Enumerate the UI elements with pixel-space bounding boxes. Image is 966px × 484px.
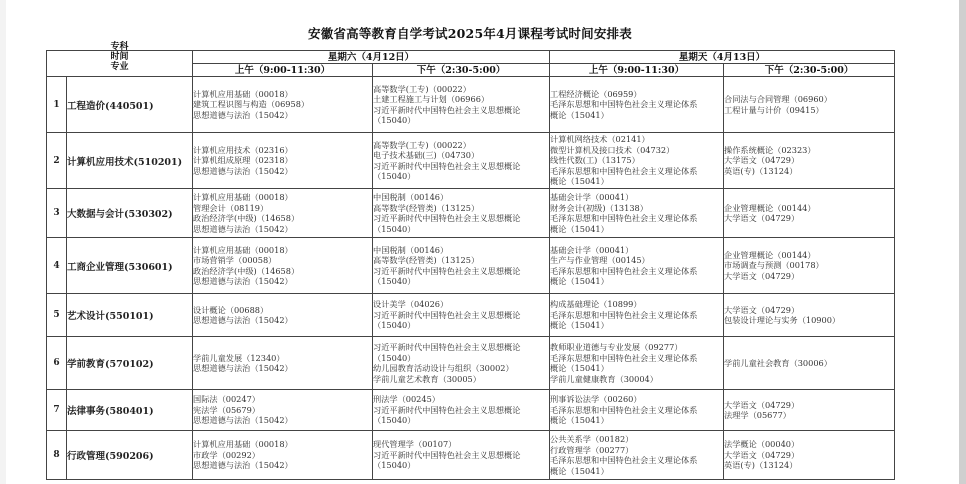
exam-cell-sun-morning (550, 77, 724, 133)
exam-cell-sat-morning (193, 337, 373, 390)
exam-cell-sat-afternoon (373, 294, 550, 337)
course-line: 线性代数(工)（13175） (550, 155, 640, 166)
course-line: 概论（15041） (550, 276, 609, 286)
row-number: 4 (47, 238, 67, 294)
course-line: 高等数学(经管类)（13125） (373, 255, 480, 265)
course-line: 教师职业道德与专业发展（09277） (550, 342, 683, 352)
row-number: 6 (47, 337, 67, 390)
course-line: （15040） (373, 352, 416, 363)
exam-cell-sun-afternoon (724, 431, 895, 480)
course-line: 设计概论（00688） (193, 304, 269, 315)
exam-cell-sat-morning (193, 133, 373, 189)
course-line: 企业管理概论（00144） (724, 202, 816, 213)
course-line: 思想道德与法治（15042） (193, 276, 293, 286)
course-line: 合同法与合同管理（06960） (724, 94, 832, 104)
major-name: 行政管理(590206) (67, 431, 193, 480)
table-row (47, 431, 895, 480)
exam-cell-sun-morning (550, 390, 724, 431)
course-line: 毛泽东思想和中国特色社会主义理论体系 (550, 352, 698, 363)
course-line: （15040） (373, 415, 416, 426)
slot-sat-morning: 上午（9:00-11:30） (193, 64, 373, 77)
exam-cell-sat-morning (193, 238, 373, 294)
course-line: 计算机应用基础（00018） (193, 192, 293, 202)
row-number: 1 (47, 77, 67, 133)
exam-cell-sat-afternoon (373, 390, 550, 431)
exam-cell-sat-morning (193, 189, 373, 238)
exam-cell-sat-afternoon (373, 431, 550, 480)
slot-sun-afternoon: 下午（2:30-5:00） (724, 64, 895, 77)
course-line: 刑法学（00245） (373, 394, 440, 405)
course-line: 大学语文（04729） (724, 304, 800, 315)
course-line: 企业管理概论（00144） (724, 249, 816, 260)
course-line: 市场调查与预测（00178） (724, 260, 824, 271)
course-line: 管理会计（08119） (193, 202, 269, 213)
major-name: 大数据与会计(530302) (67, 189, 193, 238)
exam-cell-sat-morning (193, 390, 373, 431)
course-line: 土建工程施工与计划（06966） (373, 94, 490, 104)
course-line: 工程经济概论（06959） (550, 88, 642, 99)
major-name: 工商企业管理(530601) (67, 238, 193, 294)
course-line: 公共关系学（00182） (550, 434, 634, 444)
course-line: 毛泽东思想和中国特色社会主义理论体系 (550, 265, 698, 276)
exam-cell-sun-afternoon (724, 294, 895, 337)
major-name: 工程造价(440501) (67, 77, 193, 133)
course-line: 思想道德与法治（15042） (193, 460, 293, 471)
exam-cell-sun-morning (550, 238, 724, 294)
course-line: 宪法学（05679） (193, 404, 260, 415)
course-line: 学前儿童健康教育（30004） (550, 373, 658, 384)
course-line: 概论（15041） (550, 363, 609, 373)
course-line: 思想道德与法治（15042） (193, 223, 293, 234)
course-line: 概论（15041） (550, 465, 609, 476)
course-line: 操作系统概论（02323） (724, 144, 816, 155)
slot-sat-afternoon: 下午（2:30-5:00） (373, 64, 550, 77)
course-line: （15040） (373, 320, 416, 331)
course-line: 计算机网络技术（02141） (550, 134, 650, 145)
major-name: 法律事务(580401) (67, 390, 193, 431)
course-line: 毛泽东思想和中国特色社会主义理论体系 (550, 213, 698, 223)
exam-cell-sat-morning (193, 77, 373, 133)
document-page (46, 0, 894, 484)
row-number: 2 (47, 133, 67, 189)
course-line: 学前儿童艺术教育（30005） (373, 373, 481, 384)
course-line: 思想道德与法治（15042） (193, 363, 293, 373)
exam-cell-sat-afternoon (373, 238, 550, 294)
course-line: 幼儿园教育活动设计与组织（30002） (373, 363, 514, 373)
course-line: 思想道德与法治（15042） (193, 109, 293, 120)
course-line: 现代管理学（00107） (373, 439, 457, 450)
course-line: 习近平新时代中国特色社会主义思想概论 (373, 265, 521, 276)
course-line: （15040） (373, 223, 416, 234)
course-line: 高等数学(工专)（00022） (373, 139, 471, 150)
exam-cell-sat-morning (193, 431, 373, 480)
course-line: 法学概论（00040） (724, 439, 800, 450)
table-row (47, 189, 895, 238)
course-line: 学前儿童发展（12340） (193, 352, 285, 363)
course-line: 市政学（00292） (193, 449, 260, 460)
course-line: 概论（15041） (550, 109, 609, 120)
course-line: （15040） (373, 115, 416, 125)
course-line: （15040） (373, 460, 416, 471)
course-line: 毛泽东思想和中国特色社会主义理论体系 (550, 455, 698, 465)
course-line: 学前儿童社会教育（30006） (724, 357, 832, 368)
course-line: 英语(专)（13124） (724, 460, 798, 471)
exam-cell-sat-afternoon (373, 133, 550, 189)
table-row (47, 390, 895, 431)
exam-cell-sun-afternoon (724, 238, 895, 294)
course-line: （15040） (373, 171, 416, 181)
course-line: 习近平新时代中国特色社会主义思想概论 (373, 449, 521, 460)
exam-cell-sun-afternoon (724, 133, 895, 189)
exam-cell-sun-afternoon (724, 77, 895, 133)
course-line: 高等数学(经管类)（13125） (373, 202, 480, 213)
course-line: 习近平新时代中国特色社会主义思想概论 (373, 342, 521, 352)
left-gutter (0, 0, 6, 484)
course-line: 国际法（00247） (193, 394, 260, 405)
course-line: 习近平新时代中国特色社会主义思想概论 (373, 404, 521, 415)
course-line: 市场营销学（00058） (193, 255, 277, 265)
course-line: 工程计量与计价（09415） (724, 104, 824, 115)
schedule-body (47, 77, 895, 480)
exam-cell-sun-morning (550, 133, 724, 189)
row-number: 3 (47, 189, 67, 238)
course-line: 概论（15041） (550, 320, 609, 331)
course-line: 计算机应用技术（02316） (193, 144, 293, 155)
course-line: 毛泽东思想和中国特色社会主义理论体系 (550, 165, 698, 176)
course-line: 微型计算机及接口技术（04732） (550, 144, 675, 155)
exam-cell-sun-morning (550, 337, 724, 390)
course-line: 概论（15041） (550, 223, 609, 234)
course-line: 财务会计(初级)（13138） (550, 202, 648, 213)
course-line: （15040） (373, 276, 416, 286)
course-line: 政治经济学(中级)（14658） (193, 213, 300, 223)
exam-cell-sat-afternoon (373, 189, 550, 238)
page-title: 安徽省高等教育自学考试2025年4月课程考试时间安排表 (308, 26, 632, 41)
course-line: 电子技术基础(三)（04730） (373, 150, 480, 160)
course-line: 概论（15041） (550, 415, 609, 426)
course-line: 中国税制（00146） (373, 192, 449, 202)
course-line: 习近平新时代中国特色社会主义思想概论 (373, 104, 521, 115)
schedule-table (46, 41, 895, 480)
table-row (47, 337, 895, 390)
course-line: 毛泽东思想和中国特色社会主义理论体系 (550, 99, 698, 110)
course-line: 习近平新时代中国特色社会主义思想概论 (373, 309, 521, 320)
exam-cell-sat-afternoon (373, 337, 550, 390)
table-row (47, 77, 895, 133)
course-line: 刑事诉讼法学（00260） (550, 394, 642, 405)
course-line: 高等数学(工专)（00022） (373, 83, 471, 94)
course-line: 大学语文（04729） (724, 399, 800, 410)
course-line: 毛泽东思想和中国特色社会主义理论体系 (550, 309, 698, 320)
course-line: 计算机应用基础（00018） (193, 244, 293, 255)
course-line: 大学语文（04729） (724, 155, 800, 166)
course-line: 建筑工程识图与构造（06958） (193, 99, 310, 110)
course-line: 大学语文（04729） (724, 270, 800, 281)
course-line: 政治经济学(中级)（14658） (193, 265, 300, 276)
course-line: 习近平新时代中国特色社会主义思想概论 (373, 213, 521, 223)
table-row (47, 238, 895, 294)
table-row (47, 294, 895, 337)
course-line: 包装设计理论与实务（10900） (724, 315, 841, 325)
exam-cell-sun-morning (550, 431, 724, 480)
exam-cell-sun-morning (550, 294, 724, 337)
corner-level: 专科 (110, 41, 129, 52)
row-number: 5 (47, 294, 67, 337)
exam-cell-sun-afternoon (724, 337, 895, 390)
course-line: 大学语文（04729） (724, 449, 800, 460)
scrollbar[interactable] (959, 0, 966, 484)
course-line: 构成基础理论（10899） (550, 299, 642, 310)
corner-major: 专业 (110, 61, 129, 72)
course-line: 设计美学（04026） (373, 299, 449, 310)
course-line: 计算机应用基础（00018） (193, 88, 293, 99)
course-line: 计算机组成原理（02318） (193, 155, 293, 166)
table-row (47, 133, 895, 189)
course-line: 思想道德与法治（15042） (193, 165, 293, 176)
exam-cell-sun-afternoon (724, 390, 895, 431)
course-line: 思想道德与法治（15042） (193, 315, 293, 325)
corner-header (47, 41, 193, 77)
course-line: 法理学（05677） (724, 410, 791, 420)
major-name: 计算机应用技术(510201) (67, 133, 193, 189)
course-line: 习近平新时代中国特色社会主义思想概论 (373, 160, 521, 171)
row-number: 7 (47, 390, 67, 431)
row-number: 8 (47, 431, 67, 480)
course-line: 大学语文（04729） (724, 213, 800, 223)
exam-cell-sat-afternoon (373, 77, 550, 133)
course-line: 英语(专)（13124） (724, 165, 798, 176)
course-line: 计算机应用基础（00018） (193, 439, 293, 450)
exam-cell-sun-morning (550, 189, 724, 238)
major-name: 艺术设计(550101) (67, 294, 193, 337)
course-line: 概论（15041） (550, 176, 609, 187)
course-line: 基础会计学（00041） (550, 192, 634, 202)
slot-sun-morning: 上午（9:00-11:30） (550, 64, 724, 77)
corner-time: 时间 (110, 51, 129, 62)
course-line: 基础会计学（00041） (550, 244, 634, 255)
day-sunday: 星期天（4月13日） (550, 51, 895, 64)
exam-cell-sat-morning (193, 294, 373, 337)
course-line: 毛泽东思想和中国特色社会主义理论体系 (550, 404, 698, 415)
course-line: 中国税制（00146） (373, 244, 449, 255)
course-line: 生产与作业管理（00145） (550, 255, 650, 265)
course-line: 思想道德与法治（15042） (193, 415, 293, 426)
major-name: 学前教育(570102) (67, 337, 193, 390)
exam-cell-sun-afternoon (724, 189, 895, 238)
course-line: 行政管理学（00277） (550, 444, 634, 455)
day-saturday: 星期六（4月12日） (193, 51, 550, 64)
